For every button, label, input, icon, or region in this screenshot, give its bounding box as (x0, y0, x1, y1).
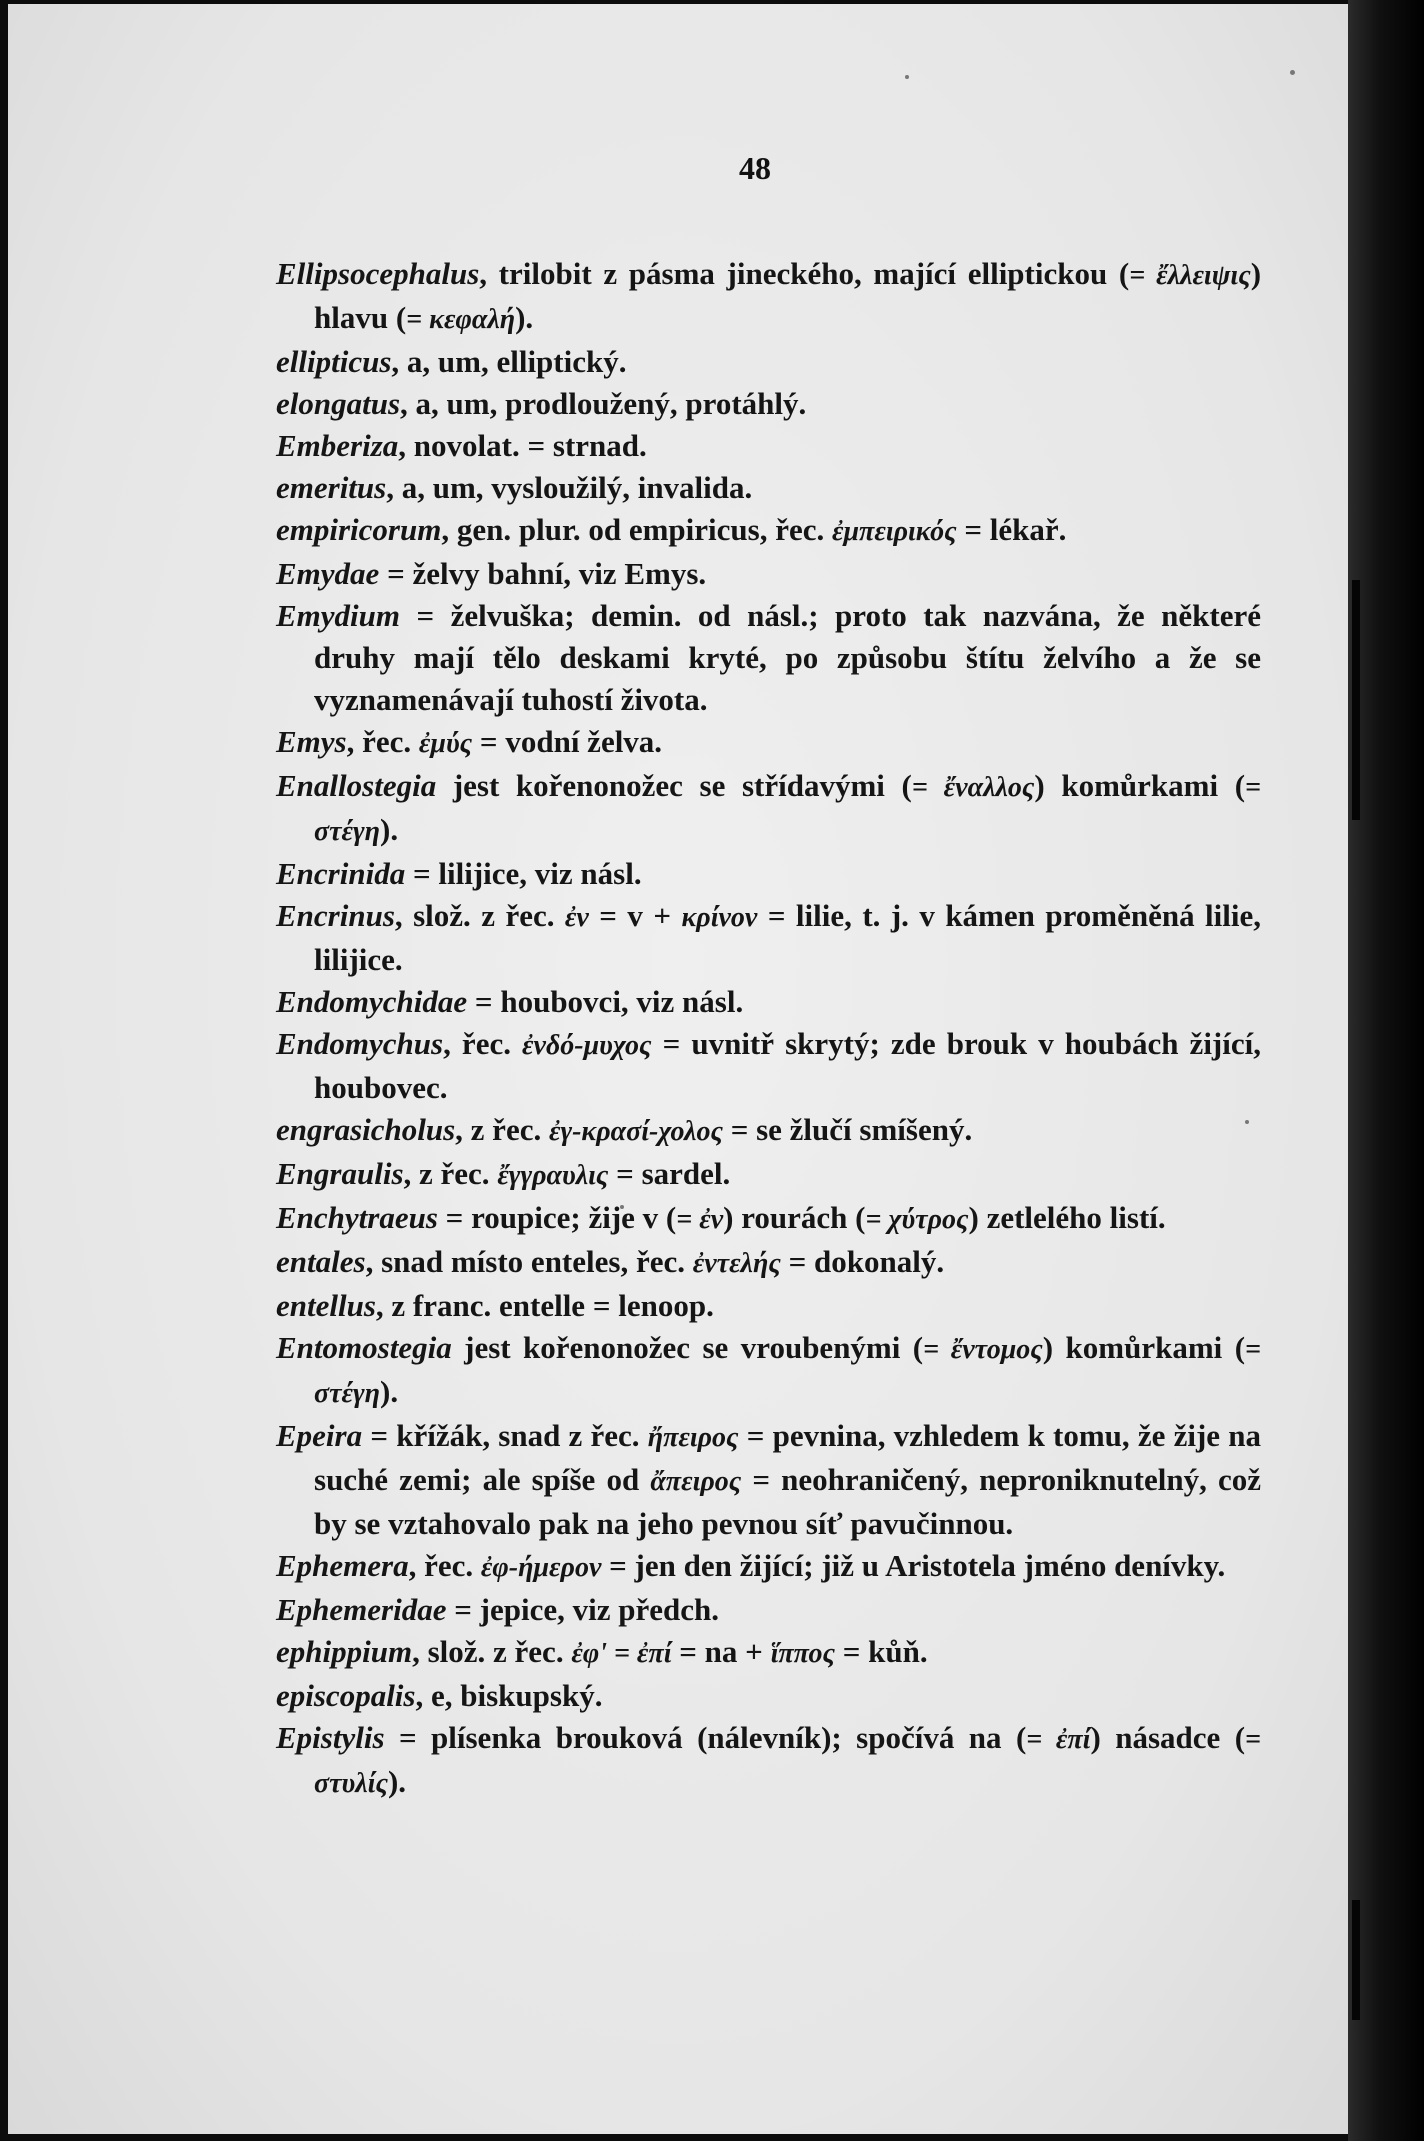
greek-etymology: = χύτρος (865, 1204, 969, 1235)
greek-etymology: ἐν (564, 902, 589, 933)
entry-text: jest kořenonožec se vroubenými ( (451, 1330, 924, 1365)
dictionary-entry (276, 1717, 1261, 1805)
greek-etymology: κρίνον (681, 902, 758, 933)
entry-term: Epistylis (276, 1720, 385, 1755)
greek-etymology: ἤπειρος (647, 1422, 739, 1453)
entry-text: ). (380, 1374, 399, 1409)
dictionary-entry (276, 1631, 1261, 1675)
greek-etymology: ἄπειρος (650, 1466, 742, 1497)
entry-text: , a, um, elliptický. (391, 344, 627, 379)
entry-text: , a, um, vysloužilý, invalida. (386, 470, 753, 505)
entry-text: , slož. z řec. (394, 898, 565, 933)
entry-text: = želvuška; demin. od násl.; proto tak nazvána, že některé druhy mají tělo deskami kryté, po způsobu štítu želvího a že se vyznamenávají tuhostí života. (314, 598, 1261, 717)
greek-etymology: ἐντελής (692, 1248, 781, 1279)
entry-term: Emydae (276, 556, 380, 591)
entry-text: = houbovci, viz násl. (467, 984, 744, 1019)
spine-edge-mark (1352, 1900, 1360, 2020)
entry-term: Ellipsocephalus (276, 256, 480, 291)
dictionary-entry (276, 595, 1261, 721)
entry-text: ) rourách ( (723, 1200, 866, 1235)
entry-term: Endomychidae (276, 984, 468, 1019)
greek-etymology: ἐμπειρικός (832, 516, 957, 547)
dictionary-entry (276, 1153, 1261, 1197)
greek-etymology: ἐφ' = ἐπί (571, 1638, 672, 1669)
book-spine-shadow (1348, 0, 1424, 2141)
entry-term: empiricorum (276, 512, 442, 547)
entry-text: = kůň. (835, 1634, 928, 1669)
greek-etymology: ἐμύς (418, 728, 473, 759)
entry-text: = dokonalý. (780, 1244, 945, 1279)
entry-term: entellus (276, 1288, 376, 1323)
entry-text: , gen. plur. od empiricus, řec. (441, 512, 832, 547)
dictionary-entry (276, 253, 1261, 341)
entry-term: Engraulis (276, 1156, 404, 1191)
entry-text: = křížák, snad z řec. (362, 1418, 648, 1453)
greek-etymology: ἐνδό-μυχος (522, 1030, 652, 1061)
dictionary-entry (276, 509, 1261, 553)
entry-text: ) zetlelého listí. (968, 1200, 1166, 1235)
entry-text: = plísenka brouková (nálevník); spočívá na ( (384, 1720, 1027, 1755)
entry-text: , řec. (346, 724, 419, 759)
entry-term: Enchytraeus (276, 1200, 438, 1235)
dictionary-entry (276, 1589, 1261, 1631)
dictionary-entry (276, 1197, 1261, 1241)
entry-text: , snad místo enteles, řec. (365, 1244, 693, 1279)
greek-etymology: = κεφαλή (406, 304, 516, 335)
entry-text: = lilijice, viz násl. (405, 856, 642, 891)
greek-etymology: = στέγη (314, 772, 1261, 847)
entry-term: ephippium (276, 1634, 413, 1669)
greek-etymology: = ἔναλλος (911, 772, 1035, 803)
entry-text: , e, biskupský. (415, 1678, 603, 1713)
dictionary-entry (276, 341, 1261, 383)
entry-term: Epeira (276, 1418, 363, 1453)
greek-etymology: = στέγη (314, 1334, 1261, 1409)
entry-text: = v + (588, 898, 682, 933)
entry-text: ) komůrkami ( (1042, 1330, 1246, 1365)
greek-etymology: ἵππος (770, 1638, 835, 1669)
entry-term: Emberiza (276, 428, 399, 463)
entry-term: elongatus (276, 386, 401, 421)
entry-term: Ephemera (276, 1548, 409, 1583)
entry-text: = jen den žijící; již u Aristotela jméno denívky. (601, 1548, 1226, 1583)
dictionary-entry (276, 1545, 1261, 1589)
paper-speck (1290, 70, 1295, 75)
entry-term: Entomostegia (276, 1330, 452, 1365)
greek-etymology: ἐφ-ήμερον (480, 1552, 602, 1583)
entry-text: , řec. (443, 1026, 523, 1061)
entry-text: , a, um, prodloužený, protáhlý. (400, 386, 807, 421)
entry-text: ) hlavu ( (314, 256, 1262, 335)
entry-text: = lékař. (956, 512, 1067, 547)
entry-text: , z franc. entelle = lenoop. (375, 1288, 714, 1323)
greek-etymology: = ἐπί (1026, 1724, 1091, 1755)
entry-term: ellipticus (276, 344, 392, 379)
dictionary-entry (276, 981, 1261, 1023)
spine-edge-mark (1352, 580, 1360, 820)
dictionary-entries (276, 253, 1261, 1805)
entry-text: = lilie, t. j. v kámen proměněná lilie, lilijice. (314, 898, 1261, 977)
dictionary-entry (276, 1285, 1261, 1327)
entry-term: engrasicholus (276, 1112, 456, 1147)
entry-term: entales (276, 1244, 366, 1279)
greek-etymology: = ἔλλειψις (1129, 260, 1251, 291)
greek-etymology: = ἐν (676, 1204, 724, 1235)
greek-etymology: ἐγ-κρασί-χολος (548, 1116, 723, 1147)
entry-term: Emydium (276, 598, 401, 633)
entry-text: , z řec. (403, 1156, 498, 1191)
entry-term: episcopalis (276, 1678, 416, 1713)
dictionary-entry (276, 721, 1261, 765)
dictionary-entry (276, 853, 1261, 895)
dictionary-entry (276, 1675, 1261, 1717)
dictionary-entry (276, 1327, 1261, 1415)
dictionary-entry (276, 467, 1261, 509)
entry-text: ). (387, 1764, 407, 1799)
entry-text: = uvnitř skrytý; zde brouk v houbách žijící, houbovec. (314, 1026, 1261, 1105)
entry-text: , novolat. = strnad. (398, 428, 647, 463)
entry-text: ). (380, 812, 399, 847)
greek-etymology: = ἔντομος (923, 1334, 1043, 1365)
dictionary-entry (276, 425, 1261, 467)
entry-text: jest kořenonožec se střídavými ( (436, 768, 912, 803)
entry-text: = neohraničený, neproniknutelný, což by se vztahovalo pak na jeho pevnou síť pavučinnou. (314, 1462, 1261, 1541)
entry-text: = na + (671, 1634, 771, 1669)
entry-term: Ephemeridae (276, 1592, 447, 1627)
dictionary-entry (276, 553, 1261, 595)
entry-text: = pevnina, vzhledem k tomu, že žije na suché zemi; ale spíše od (314, 1418, 1261, 1497)
entry-text: = želvy bahní, viz Emys. (379, 556, 707, 591)
dictionary-entry (276, 1023, 1261, 1109)
entry-text: ) násadce ( (1090, 1720, 1246, 1755)
entry-text: , řec. (408, 1548, 481, 1583)
entry-term: Encrinida (276, 856, 406, 891)
entry-term: emeritus (276, 470, 387, 505)
dictionary-entry (276, 383, 1261, 425)
dictionary-entry (276, 1241, 1261, 1285)
paper-speck (905, 75, 909, 79)
entry-term: Emys (276, 724, 347, 759)
page-number: 48 (739, 150, 771, 186)
dictionary-entry (276, 895, 1261, 981)
greek-etymology: = στυλίς (314, 1724, 1261, 1799)
greek-etymology: ἔγγραυλις (497, 1160, 609, 1191)
entry-text: , z řec. (455, 1112, 549, 1147)
entry-text: = se žlučí smíšený. (722, 1112, 973, 1147)
dictionary-entry (276, 765, 1261, 853)
entry-text: ). (515, 300, 534, 335)
entry-text: = vodní želva. (472, 724, 663, 759)
dictionary-entry (276, 1415, 1261, 1545)
entry-text: ) komůrkami ( (1034, 768, 1246, 803)
entry-text: , slož. z řec. (412, 1634, 572, 1669)
entry-text: , trilobit z pásma jineckého, mající elliptickou ( (479, 256, 1130, 291)
entry-text: = roupice; žije v ( (437, 1200, 677, 1235)
entry-term: Endomychus (276, 1026, 444, 1061)
entry-text: = sardel. (608, 1156, 731, 1191)
dictionary-entry (276, 1109, 1261, 1153)
entry-term: Enallostegia (276, 768, 437, 803)
entry-text: = jepice, viz předch. (446, 1592, 719, 1627)
entry-term: Encrinus (276, 898, 395, 933)
